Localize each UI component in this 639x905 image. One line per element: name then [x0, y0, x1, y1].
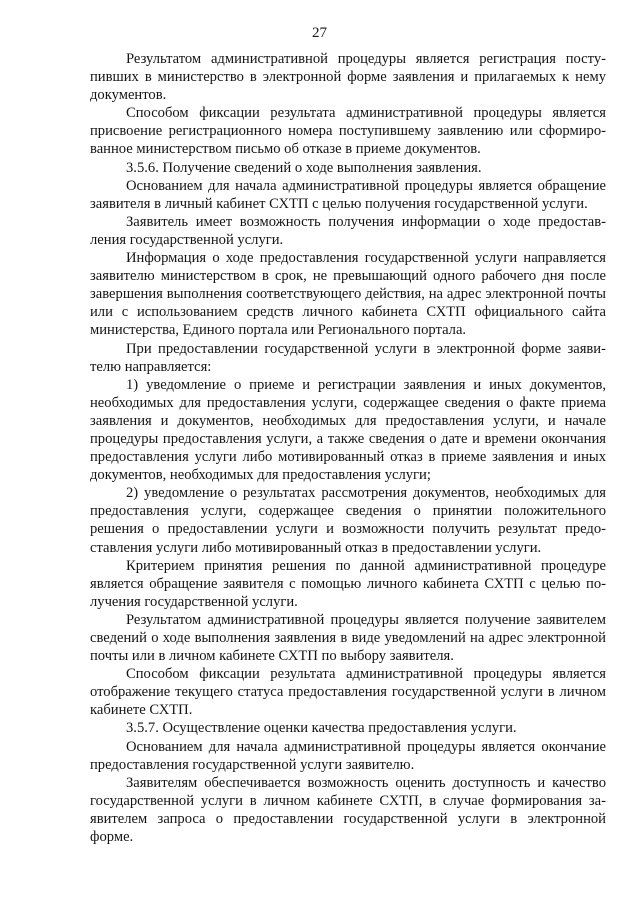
list-item-notification-1: 1) уведомление о приеме и регистрации заявления и иных документов, необходимых для предоставления услуги, содержащее сведения о факте приема заявления и документов, необходимых для предоставления услуги, и начале процедуры предоставления услуги, а также сведения о дате и времени окончания предоставления услуги либо мотивированный отказ в приеме заявления и иных документов, необходимых для предоставления услуги;: [90, 376, 606, 484]
paragraph-decision-criterion: Критерием принятия решения по данной административной процедуре является обращение заявителя с помощью личного кабинета СХТП с целью получения государственной услуги.: [90, 557, 606, 610]
page-number: 27: [312, 25, 327, 41]
document-body: [90, 50, 606, 846]
paragraph-progress-possibility: Заявитель имеет возможность получения информации о ходе предоставления государственной услуги.: [90, 213, 606, 248]
paragraph-quality-assessment: Заявителям обеспечивается возможность оценить доступность и качество государственной услуги в личном кабинете СХТП, в случае формирования заявителем запроса о предоставлении государственной услуги в электронной форме.: [90, 774, 606, 846]
section-heading-3-5-7: 3.5.7. Осуществление оценки качества предоставления услуги.: [126, 720, 517, 737]
paragraph-progress-result: Результатом административной процедуры является получение заявителем сведений о ходе выполнения заявления в виде уведомлений на адрес электронной почты или в личном кабинете СХТП по выбору заявителя.: [90, 611, 606, 665]
paragraph-electronic-notifications: При предоставлении государственной услуги в электронной форме заявителю направляется:: [90, 340, 606, 375]
section-heading-3-5-6: 3.5.6. Получение сведений о ходе выполнения заявления.: [126, 159, 482, 176]
paragraph-registration-fixation: Способом фиксации результата административной процедуры является присвоение регистрационного номера поступившему заявлению или сформированное министерством письмо об отказе в приеме документов.: [90, 105, 606, 158]
paragraph-progress-fixation: Способом фиксации результата административной процедуры является отображение текущего статуса предоставления государственной услуги в личном кабинете СХТП.: [90, 666, 606, 719]
paragraph-progress-basis: Основанием для начала административной процедуры является обращение заявителя в личный кабинет СХТП с целью получения государственной услуги.: [90, 177, 606, 212]
paragraph-registration-result: Результатом административной процедуры является регистрация поступивших в министерство в электронной форме заявления и прилагаемых к нему документов.: [90, 51, 606, 104]
list-item-notification-2: 2) уведомление о результатах рассмотрения документов, необходимых для предоставления услуги, содержащее сведения о принятии положительного решения о предоставлении услуги и возможности получить результат предоставления услуги либо мотивированный отказ в предоставлении услуги.: [90, 485, 606, 556]
paragraph-quality-basis: Основанием для начала административной процедуры является окончание предоставления государственной услуги заявителю.: [90, 738, 606, 773]
paragraph-progress-information: Информация о ходе предоставления государственной услуги направляется заявителю министерством в срок, не превышающий одного рабочего дня после завершения выполнения соответствующего действия, на адрес электронной почты или с использованием средств личного кабинета СХТП официального сайта министерства, Единого портала или Регионального портала.: [90, 250, 606, 339]
